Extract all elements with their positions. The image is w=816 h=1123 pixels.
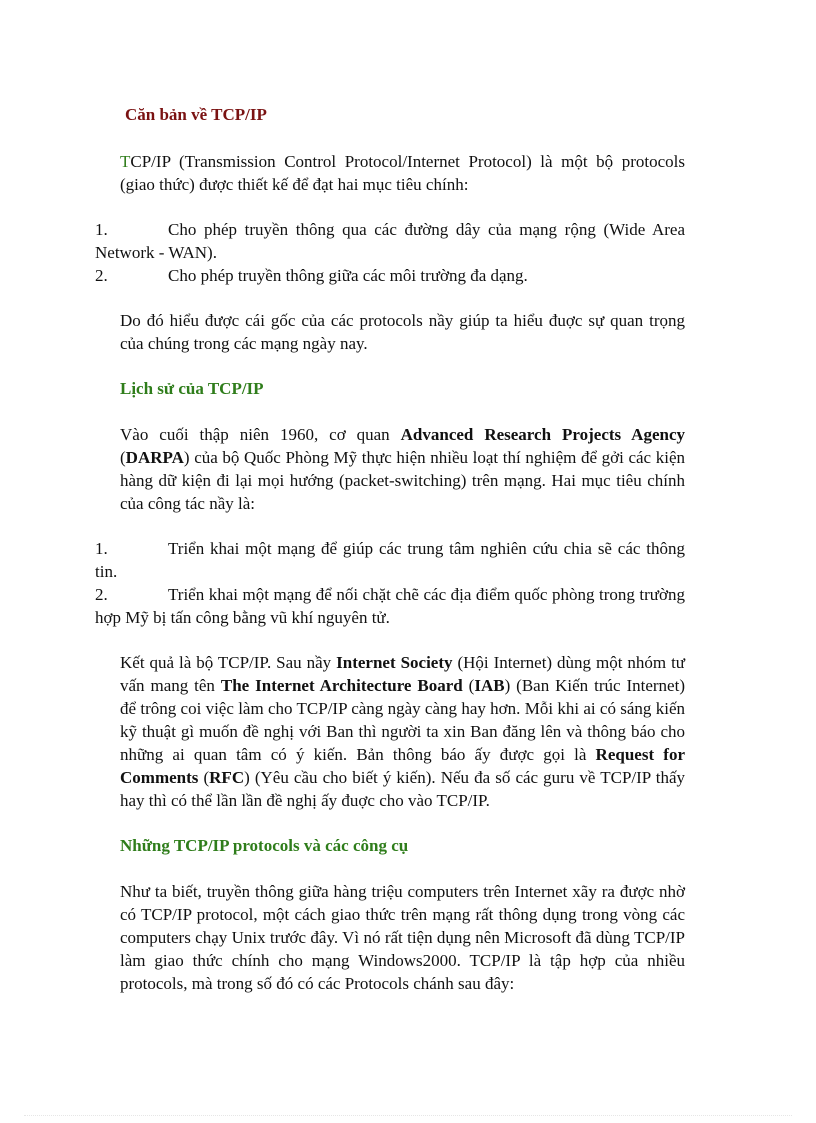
- history-paragraph-1: [120, 423, 685, 515]
- history-goal-text: Triển khai một mạng để giúp các trung tâm nghiên cứu chia sẽ các thông tin.: [95, 539, 685, 581]
- agency-name: Advanced Research Projects Agency: [400, 425, 685, 444]
- iab-acronym: IAB: [474, 676, 505, 695]
- intro-paragraph: [120, 150, 685, 196]
- goal-item-2: [95, 264, 685, 287]
- history-paragraph-2: [120, 651, 685, 812]
- tools-heading: Những TCP/IP protocols và các công cụ: [120, 836, 409, 855]
- document-body: [95, 103, 686, 1017]
- history-goal-number: 2.: [95, 585, 108, 604]
- history-goals-list: [95, 537, 685, 629]
- history-heading: Lịch sử của TCP/IP: [120, 379, 264, 398]
- text-run: ) (Yêu cầu cho biết ý kiến). Nếu đa số các guru về TCP/IP thấy hay thì có thể lần lần đề nghị ấy đuợc cho vào TCP/IP.: [120, 768, 685, 810]
- history-goal-item-2: [95, 583, 685, 629]
- goals-list: [95, 218, 685, 287]
- page-bottom-divider: [24, 1115, 792, 1116]
- text-run: ) (Ban Kiến trúc Internet) để trông coi việc làm cho TCP/IP càng ngày càng hay hơn. Mỗi khi ai có sáng kiến kỹ thuật gì muốn đề nghị với Ban thì người ta xin Ban đăng lên và thông báo cho những ai quan tâm có ý kiến. Bản thông báo ấy được gọi là: [120, 676, 685, 764]
- text-run: ) của bộ Quốc Phòng Mỹ thực hiện nhiều loạt thí nghiệm để gởi các kiện hàng dữ kiện đi lại mọi hướng (packet-switching) trên mạng. Hai mục tiêu chính của công tác nầy là:: [120, 448, 685, 513]
- agency-acronym: DARPA: [125, 448, 184, 467]
- text-run: (Hội Internet) dùng một nhóm tư vấn mang tên: [120, 653, 686, 695]
- goals-conclusion: Do đó hiểu được cái gốc của các protocols nầy giúp ta hiểu đuợc sự quan trọng của chúng trong các mạng ngày nay.: [120, 311, 685, 353]
- goal-text: Cho phép truyền thông giữa các môi trường đa dạng.: [168, 266, 528, 285]
- goal-number: 1.: [95, 220, 108, 239]
- goal-item-1: [95, 218, 685, 264]
- text-run: Vào cuối thập niên 1960, cơ quan: [120, 425, 401, 444]
- goal-number: 2.: [95, 266, 108, 285]
- text-run: (: [462, 676, 475, 695]
- tools-paragraph: Như ta biết, truyền thông giữa hàng triệu computers trên Internet xãy ra được nhờ có TCP/IP protocol, một cách giao thức trên mạng rất thông dụng trong vòng các computers chạy Unix trước đây. Vì nó rất tiện dụng nên Microsoft đã dùng TCP/IP làm giao thức chính cho mạng Windows2000. TCP/IP là tập hợp của nhiều protocols, mà trong số đó có các Protocols chánh sau đây:: [120, 882, 685, 993]
- goal-text: Cho phép truyền thông qua các đường dây của mạng rộng (Wide Area Network - WAN).: [95, 220, 685, 262]
- text-run: (: [198, 768, 210, 787]
- rfc-acronym: RFC: [209, 768, 245, 787]
- text-run: Kết quả là bộ TCP/IP. Sau nầy: [120, 653, 337, 672]
- intro-text: CP/IP (Transmission Control Protocol/Internet Protocol) là một bộ protocols (giao thức) được thiết kế để đạt hai mục tiêu chính:: [120, 152, 685, 194]
- document-title: Căn bản về TCP/IP: [125, 105, 267, 124]
- history-goal-item-1: [95, 537, 685, 583]
- iab-name: The Internet Architecture Board: [220, 676, 463, 695]
- intro-first-letter: T: [120, 152, 131, 171]
- internet-society: Internet Society: [336, 653, 453, 672]
- text-run: (: [120, 448, 126, 467]
- rfc-name: Request for Comments: [120, 745, 685, 787]
- history-goal-text: Triển khai một mạng để nối chặt chẽ các địa điểm quốc phòng trong trường hợp Mỹ bị tấn công bằng vũ khí nguyên tử.: [95, 585, 685, 627]
- history-goal-number: 1.: [95, 539, 108, 558]
